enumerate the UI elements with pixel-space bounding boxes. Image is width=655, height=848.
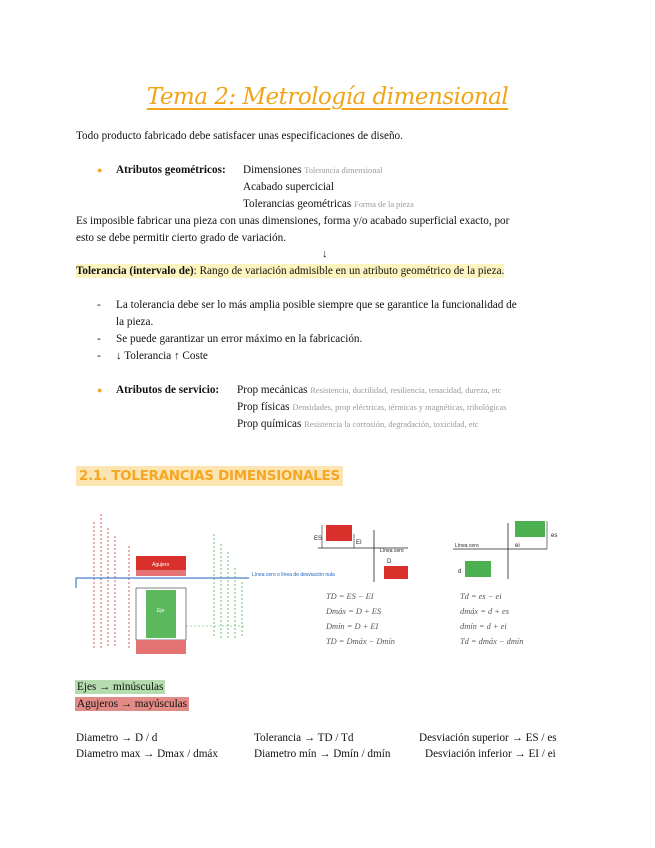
shafts-note: Ejes → minúsculas: [77, 681, 164, 693]
dash-icon: -: [97, 350, 101, 362]
svg-text:es: es: [551, 533, 558, 539]
shaft-deviation-diagram: [453, 517, 573, 583]
page-title: Tema 2: Metrología dimensional: [146, 84, 509, 110]
section-heading: 2.1. TOLERANCIAS DIMENSIONALES: [76, 466, 343, 486]
shaft-tolerance-zone: [146, 590, 176, 638]
definition: Desviación inferior → EI / ei: [425, 748, 556, 760]
serv-item: Prop mecánicas Resistencia, ductilidad, resiliencia, tenacidad, dureza, etc: [237, 384, 502, 396]
bullet-icon: ●: [97, 165, 103, 175]
definition: Diametro max → Dmax / dmáx: [76, 748, 218, 760]
dash-icon: -: [97, 299, 101, 311]
definition: Diametro → D / d: [76, 732, 158, 744]
bullet-icon: ●: [97, 385, 103, 395]
definition: Tolerancia → TD / Td: [254, 732, 354, 744]
hole-formulas: TD = ES − EI Dmáx = D + ES Dmín = D + EI TD = Dmáx − Dmín: [326, 592, 395, 646]
svg-text:ES: ES: [314, 536, 323, 542]
geo-item: Acabado supercicial: [243, 181, 335, 193]
paragraph-line: esto se debe permitir cierto grado de variación.: [76, 232, 286, 244]
definition: Diametro mín → Dmín / dmín: [254, 748, 391, 760]
serv-label: Atributos de servicio:: [116, 384, 220, 396]
geo-item: Dimensiones Tolerancia dimensional: [243, 164, 383, 176]
tolerance-zone-diagram: [74, 508, 335, 658]
svg-text:Línea cero: Línea cero: [380, 548, 404, 554]
svg-text:Eje: Eje: [157, 608, 165, 614]
list-item: ↓ Tolerancia ↑ Coste: [116, 350, 208, 362]
down-arrow: ↓: [322, 248, 328, 260]
svg-text:Agujero: Agujero: [152, 562, 170, 568]
serv-item: Prop físicas Densidades, prop eléctricas, térmicas y magnéticas, tribológicas: [237, 401, 507, 413]
tolerance-definition: Tolerancia (intervalo de): Rango de variación admisible en un atributo geométrico de la pieza.: [76, 265, 505, 277]
list-item: la pieza.: [116, 316, 154, 328]
geo-label: Atributos geométricos:: [116, 164, 226, 176]
svg-text:Línea cero o línea de desviaci: Línea cero o línea de desviación nula: [252, 572, 335, 578]
list-item: La tolerancia debe ser lo más amplia posible siempre que se garantice la funcionalidad de: [116, 299, 517, 311]
svg-text:d: d: [458, 569, 462, 575]
list-item: Se puede garantizar un error máximo en la fabricación.: [116, 333, 363, 345]
dash-icon: -: [97, 333, 101, 345]
holes-note: Agujeros → mayúsculas: [77, 698, 187, 710]
intro-text: Todo producto fabricado debe satisfacer unas especificaciones de diseño.: [76, 130, 403, 142]
serv-item: Prop químicas Resistencia la corrosión, degradación, toxicidad, etc: [237, 418, 479, 430]
svg-text:ei: ei: [515, 543, 520, 549]
paragraph-line: Es imposible fabricar una pieza con unas dimensiones, forma y/o acabado superficial exacto, por: [76, 215, 510, 227]
svg-text:EI: EI: [356, 540, 362, 546]
hole-deviation-diagram: [312, 520, 432, 590]
svg-text:D: D: [387, 559, 392, 565]
geo-item: Tolerancias geométricas Forma de la pieza: [243, 198, 414, 210]
definition: Desviación superior → ES / es: [419, 732, 557, 744]
svg-text:Línea cero: Línea cero: [455, 543, 479, 549]
shaft-formulas: Td = es − ei dmáx = d + es dmín = d + ei Td = dmáx − dmín: [460, 592, 524, 646]
